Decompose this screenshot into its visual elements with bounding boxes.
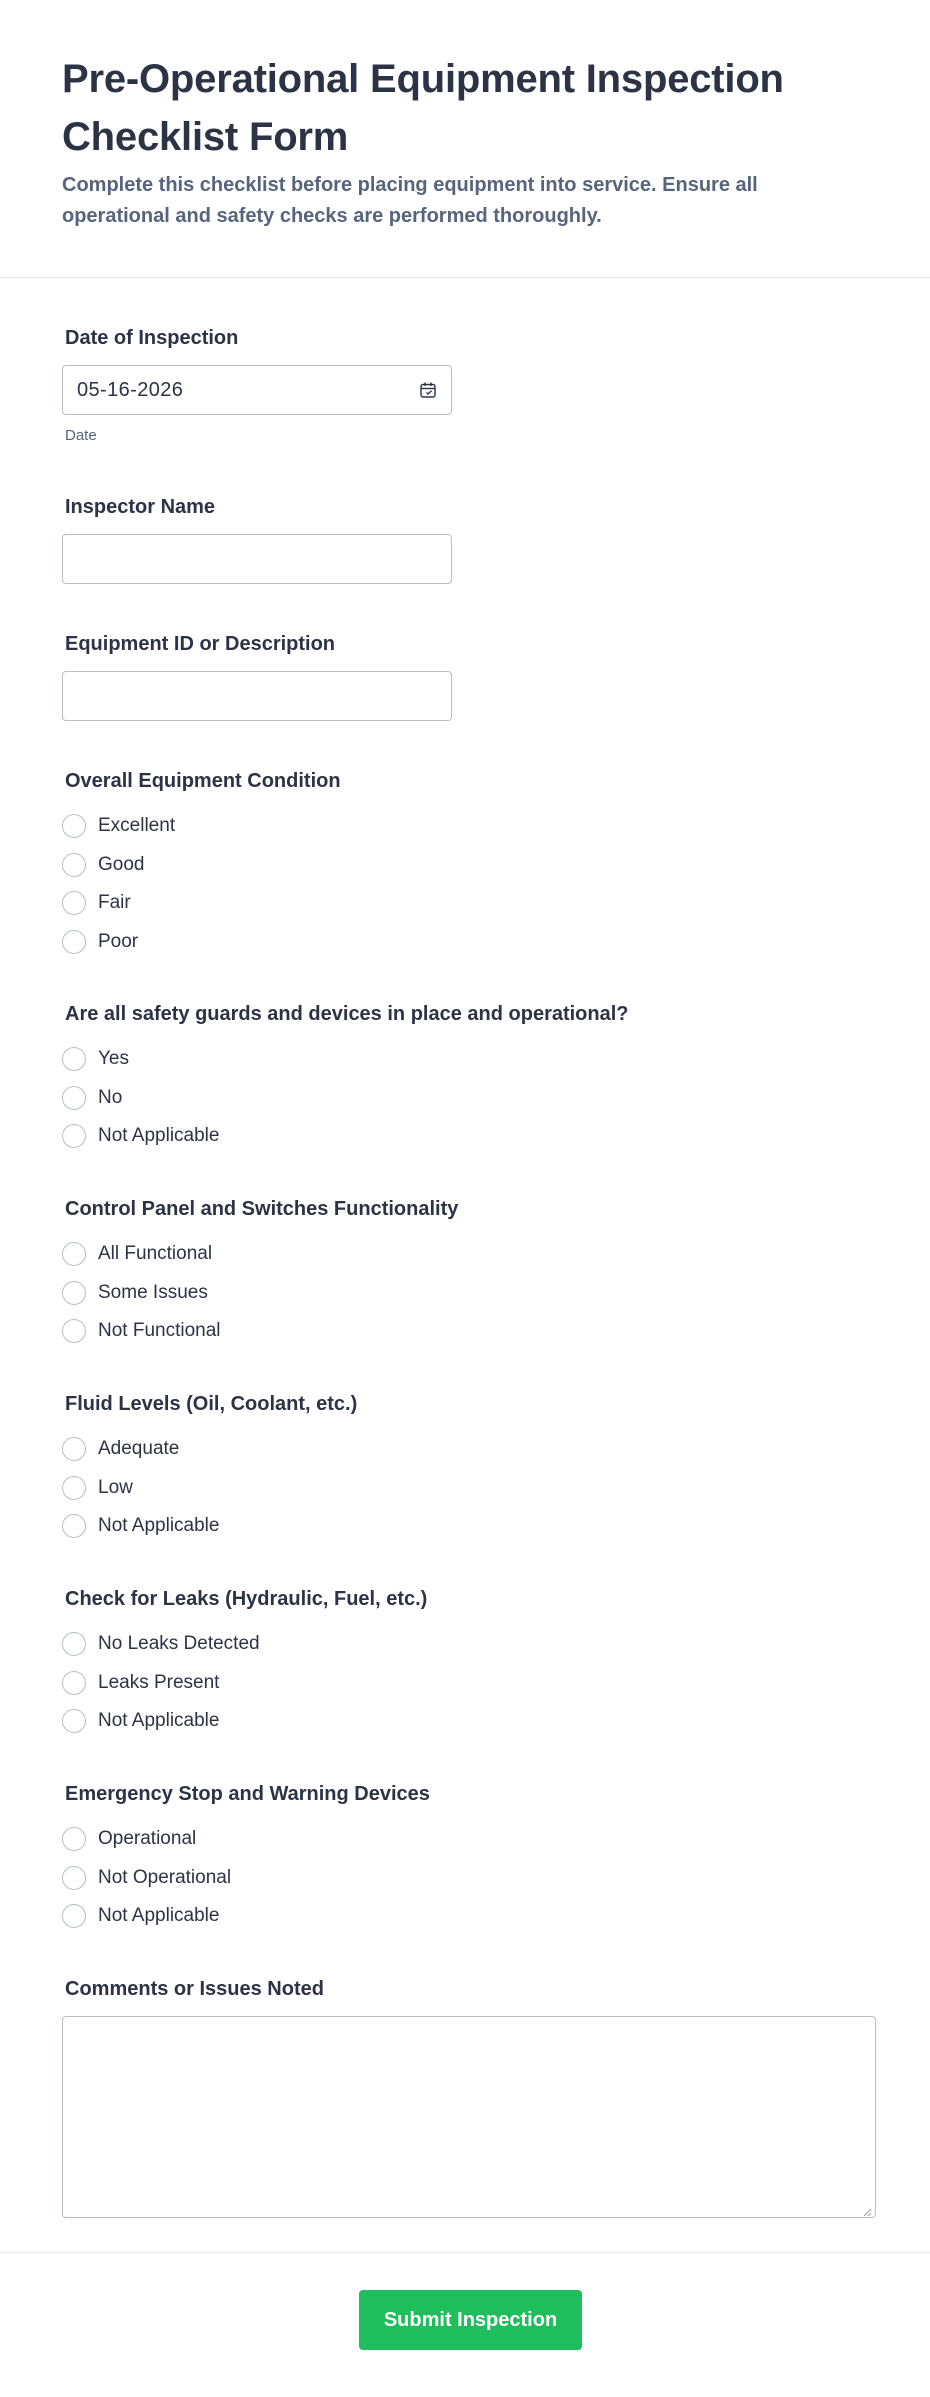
radio-circle[interactable] (62, 1827, 86, 1851)
safety-guards-option-yes[interactable] (62, 1040, 868, 1079)
radio-circle[interactable] (62, 1866, 86, 1890)
comments-field (62, 1977, 868, 2218)
condition-field (62, 769, 868, 1002)
radio-circle[interactable] (62, 1047, 86, 1071)
option-label: Not Applicable (98, 1710, 220, 1732)
option-label: Good (98, 853, 145, 875)
fluid-levels-option-low[interactable] (62, 1469, 868, 1508)
radio-circle[interactable] (62, 1671, 86, 1695)
option-label: No Leaks Detected (98, 1633, 260, 1655)
radio-circle[interactable] (62, 891, 86, 915)
date-input[interactable] (62, 365, 452, 415)
option-label: Adequate (98, 1438, 180, 1460)
emergency-stop-field (62, 1782, 868, 1977)
option-label: Not Operational (98, 1866, 232, 1888)
control-panel-options (62, 1235, 868, 1351)
submit-inspection-button[interactable]: Submit Inspection (359, 2290, 582, 2350)
form-footer (0, 2252, 930, 2397)
date-field (62, 326, 868, 495)
radio-circle[interactable] (62, 1904, 86, 1928)
radio-circle[interactable] (62, 814, 86, 838)
form-header (0, 0, 930, 278)
condition-label: Overall Equipment Condition (65, 770, 341, 792)
leaks-option-none[interactable] (62, 1625, 868, 1664)
control-panel-field (62, 1197, 868, 1392)
comments-label: Comments or Issues Noted (65, 1978, 324, 2000)
radio-circle[interactable] (62, 1319, 86, 1343)
condition-option-fair[interactable] (62, 884, 868, 923)
control-panel-option-some-issues[interactable] (62, 1274, 868, 1313)
radio-circle[interactable] (62, 930, 86, 954)
radio-circle[interactable] (62, 1476, 86, 1500)
radio-circle[interactable] (62, 1242, 86, 1266)
emergency-stop-option-na[interactable] (62, 1897, 868, 1936)
inspection-form (0, 278, 930, 2218)
control-panel-option-all-functional[interactable] (62, 1235, 868, 1274)
option-label: Not Applicable (98, 1905, 220, 1927)
radio-circle[interactable] (62, 1437, 86, 1461)
option-label: All Functional (98, 1243, 213, 1265)
option-label: Not Applicable (98, 1515, 220, 1537)
emergency-stop-options (62, 1820, 868, 1936)
control-panel-option-not-functional[interactable] (62, 1312, 868, 1351)
fluid-levels-options (62, 1430, 868, 1546)
radio-circle[interactable] (62, 1632, 86, 1656)
option-label: Not Applicable (98, 1125, 220, 1147)
condition-option-poor[interactable] (62, 923, 868, 962)
condition-option-good[interactable] (62, 846, 868, 885)
safety-guards-option-no[interactable] (62, 1079, 868, 1118)
emergency-stop-label: Emergency Stop and Warning Devices (65, 1783, 430, 1805)
option-label: Yes (98, 1048, 129, 1070)
form-description: Complete this checklist before placing equipment into service. Ensure all operational and safety checks are performed thoroughly. (62, 174, 758, 227)
option-label: Fair (98, 892, 131, 914)
radio-circle[interactable] (62, 1281, 86, 1305)
option-label: Operational (98, 1828, 197, 1850)
inspector-name-field (62, 495, 868, 632)
leaks-option-present[interactable] (62, 1664, 868, 1703)
radio-circle[interactable] (62, 1709, 86, 1733)
radio-circle[interactable] (62, 853, 86, 877)
option-label: Poor (98, 930, 139, 952)
leaks-option-na[interactable] (62, 1702, 868, 1741)
date-label: Date of Inspection (65, 327, 239, 349)
date-sublabel: Date (65, 427, 97, 444)
equipment-input[interactable] (62, 671, 452, 721)
safety-guards-options (62, 1040, 868, 1156)
control-panel-label: Control Panel and Switches Functionality (65, 1198, 459, 1220)
condition-option-excellent[interactable] (62, 807, 868, 846)
resize-handle-icon[interactable] (862, 2204, 872, 2214)
fluid-levels-option-na[interactable] (62, 1507, 868, 1546)
safety-guards-field (62, 1002, 868, 1197)
safety-guards-label: Are all safety guards and devices in place and operational? (65, 1003, 629, 1025)
form-title: Pre-Operational Equipment Inspection Checklist Form (62, 57, 784, 159)
option-label: Not Functional (98, 1320, 221, 1342)
comments-textarea[interactable] (62, 2016, 876, 2218)
emergency-stop-option-operational[interactable] (62, 1820, 868, 1859)
safety-guards-option-na[interactable] (62, 1117, 868, 1156)
fluid-levels-field (62, 1392, 868, 1587)
inspector-name-label: Inspector Name (65, 496, 216, 518)
radio-circle[interactable] (62, 1086, 86, 1110)
radio-circle[interactable] (62, 1514, 86, 1538)
emergency-stop-option-not-operational[interactable] (62, 1859, 868, 1898)
equipment-label: Equipment ID or Description (65, 633, 336, 655)
condition-options (62, 807, 868, 961)
radio-circle[interactable] (62, 1124, 86, 1148)
option-label: No (98, 1086, 123, 1108)
leaks-options (62, 1625, 868, 1741)
calendar-icon[interactable] (419, 381, 437, 399)
date-value: 05-16-2026 (77, 378, 184, 401)
leaks-field (62, 1587, 868, 1782)
leaks-label: Check for Leaks (Hydraulic, Fuel, etc.) (65, 1588, 428, 1610)
option-label: Excellent (98, 815, 176, 837)
fluid-levels-option-adequate[interactable] (62, 1430, 868, 1469)
option-label: Some Issues (98, 1281, 208, 1303)
option-label: Leaks Present (98, 1671, 220, 1693)
equipment-field (62, 632, 868, 769)
inspector-name-input[interactable] (62, 534, 452, 584)
fluid-levels-label: Fluid Levels (Oil, Coolant, etc.) (65, 1393, 358, 1415)
option-label: Low (98, 1476, 133, 1498)
